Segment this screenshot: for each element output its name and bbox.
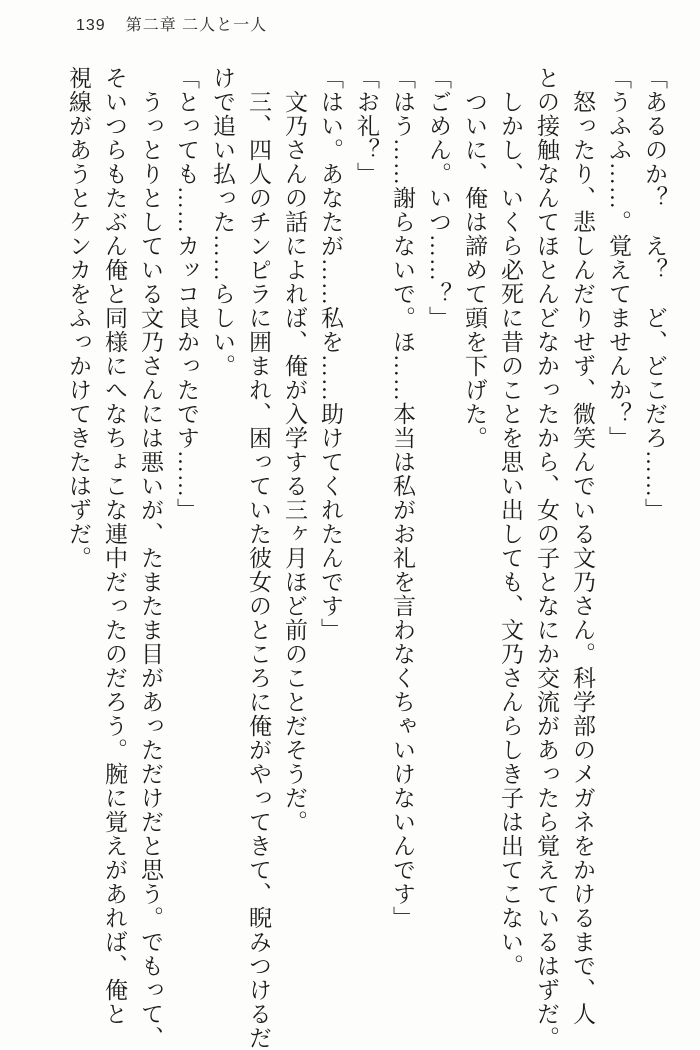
text-line: うっとりとしている文乃さんには悪いが、たまたま目があっただけだと思う。でもって、: [138, 66, 163, 1050]
text-line: 「ごめん。いつ……？」: [426, 66, 451, 330]
text-line: 「あるのか？ え？ ど、どこだろ……」: [642, 66, 667, 522]
text-line: 文乃さんの話によれば、俺が入学する三ヶ月ほど前のことだそうだ。: [282, 66, 307, 834]
chapter-title: 第二章 二人と一人: [125, 17, 268, 34]
text-line: けで追い払った……らしい。: [210, 66, 235, 378]
text-line: 「とっても……カッコ良かったです……」: [174, 66, 199, 522]
text-line: 「はう……謝らないで。ほ……本当は私がお礼を言わなくちゃいけないんです」: [390, 66, 415, 930]
text-line: 「うふふ……。覚えてませんか？」: [606, 66, 631, 450]
page-header: [76, 12, 267, 35]
text-line: そいつらもたぶん俺と同様にへなちょこな連中だったのだろう。腕に覚えがあれば、俺と: [102, 66, 127, 1026]
page-number: 139: [76, 17, 106, 34]
text-line: 三、四人のチンピラに囲まれ、困っていた彼女のところに俺がやってきて、睨みつけるだ: [246, 66, 271, 1050]
text-line: 「はい。あなたが……私を……助けてくれたんです」: [318, 66, 343, 642]
text-line: 怒ったり、悲しんだりせず、微笑んでいる文乃さん。科学部のメガネをかけるまで、人: [570, 66, 595, 1026]
text-line: ついに、俺は諦めて頭を下げた。: [462, 66, 487, 450]
text-line: 「お礼？」: [354, 66, 379, 186]
text-line: 視線があうとケンカをふっかけてきたはずだ。: [66, 66, 91, 570]
text-line: しかし、いくら必死に昔のことを思い出しても、文乃さんらしき子は出てこない。: [498, 66, 523, 978]
text-line: との接触なんてほとんどなかったから、女の子となにか交流があったら覚えているはずだ。: [534, 66, 559, 1050]
text-columns: [60, 66, 672, 1050]
